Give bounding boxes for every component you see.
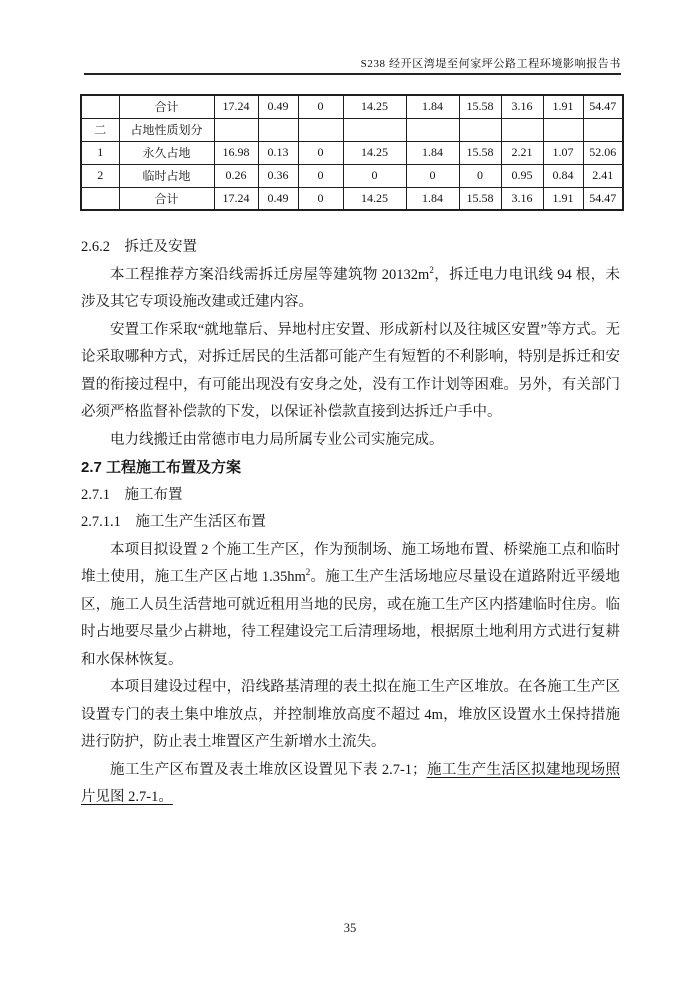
text-segment: 。施工生产生活场地应尽量设在道路附近平缓地区，施工人员生活营地可就近租用当地的民房，或在施工生产区内搭建临时住房。临时占地要尽量少占耕地，待工程建设完工后清理场地，根据原土地利用方式进行复耕和水保林恢复。 bbox=[81, 569, 620, 668]
value-cell: 0.95 bbox=[501, 164, 543, 187]
land-use-table bbox=[80, 94, 624, 211]
value-cell: 0 bbox=[459, 164, 501, 187]
row-index-cell: 2 bbox=[81, 164, 119, 187]
value-cell: 0.26 bbox=[214, 164, 258, 187]
table-row bbox=[81, 164, 623, 187]
text-segment: 本项目拟设置 2 个施工生产区，作为预制场、施工场地布置、桥梁施工点和临时堆土使用，施工生产区占地 1.35hm bbox=[81, 541, 620, 585]
value-cell: 15.58 bbox=[459, 95, 501, 118]
superscript: 2 bbox=[429, 264, 434, 275]
value-cell bbox=[543, 118, 583, 141]
category-cell: 占地性质划分 bbox=[119, 118, 214, 141]
text-segment: 施工生产区布置及表土堆放区设置见下表 2.7-1； bbox=[110, 761, 427, 778]
row-index-cell: 1 bbox=[81, 141, 119, 164]
value-cell bbox=[258, 118, 298, 141]
value-cell: 16.98 bbox=[214, 141, 258, 164]
text-segment: ，拆迁电力电讯线 94 根，未涉及其它专项设施改建或迁建内容。 bbox=[81, 266, 621, 310]
value-cell: 1.84 bbox=[406, 187, 459, 210]
underlined-reference: 施工生产生活区拟建地现场照片见图 2.7-1。 bbox=[81, 761, 621, 805]
value-cell: 0.49 bbox=[258, 187, 298, 210]
value-cell bbox=[583, 118, 623, 141]
row-index-cell bbox=[81, 187, 119, 210]
row-index-cell bbox=[81, 95, 119, 118]
paragraph-resettlement: 安置工作采取“就地靠后、异地村庄安置、形成新村以及往城区安置”等方式。无论采取哪种方式，对拆迁居民的生活都可能产生有短暂的不利影响，特别是拆迁和安置的衔接过程中，有可能出现没有安身之处，没有工作计划等困难。另外，有关部门必须严格监督补偿款的下发，以保证补偿款直接到达拆迁户手中。 bbox=[81, 321, 620, 420]
value-cell: 14.25 bbox=[343, 95, 406, 118]
value-cell: 17.24 bbox=[214, 187, 258, 210]
paragraph-powerline: 电力线搬迁由常德市电力局所属专业公司实施完成。 bbox=[110, 431, 444, 448]
value-cell: 0.13 bbox=[258, 141, 298, 164]
value-cell: 54.47 bbox=[583, 95, 623, 118]
value-cell: 0 bbox=[298, 164, 343, 187]
category-cell: 合计 bbox=[119, 187, 214, 210]
category-cell: 合计 bbox=[119, 95, 214, 118]
paragraph-reference bbox=[81, 757, 620, 812]
value-cell bbox=[406, 118, 459, 141]
table-row bbox=[81, 118, 623, 141]
value-cell: 3.16 bbox=[501, 187, 543, 210]
value-cell bbox=[298, 118, 343, 141]
category-cell: 永久占地 bbox=[119, 141, 214, 164]
value-cell bbox=[459, 118, 501, 141]
category-cell: 临时占地 bbox=[119, 164, 214, 187]
heading-2-6-2: 2.6.2 拆迁及安置 bbox=[81, 239, 197, 255]
paragraph-demolition bbox=[81, 262, 620, 317]
value-cell: 15.58 bbox=[459, 141, 501, 164]
value-cell: 0 bbox=[343, 164, 406, 187]
value-cell: 0 bbox=[298, 141, 343, 164]
value-cell: 14.25 bbox=[343, 141, 406, 164]
value-cell: 52.06 bbox=[583, 141, 623, 164]
document-body bbox=[81, 218, 620, 812]
heading-2-7-1: 2.7.1 施工布置 bbox=[81, 486, 183, 503]
table-row bbox=[81, 141, 623, 164]
table-row bbox=[81, 95, 623, 118]
value-cell: 0 bbox=[298, 95, 343, 118]
value-cell: 15.58 bbox=[459, 187, 501, 210]
value-cell: 54.47 bbox=[583, 187, 623, 210]
table-row bbox=[81, 187, 623, 210]
heading-2-7: 2.7 工程施工布置及方案 bbox=[81, 459, 242, 476]
value-cell bbox=[214, 118, 258, 141]
page-number: 35 bbox=[343, 921, 357, 935]
value-cell: 14.25 bbox=[343, 187, 406, 210]
value-cell: 3.16 bbox=[501, 95, 543, 118]
value-cell: 1.84 bbox=[406, 141, 459, 164]
row-index-cell: 二 bbox=[81, 118, 119, 141]
value-cell: 0 bbox=[406, 164, 459, 187]
value-cell: 0 bbox=[298, 187, 343, 210]
value-cell bbox=[343, 118, 406, 141]
value-cell: 1.07 bbox=[543, 141, 583, 164]
value-cell: 1.84 bbox=[406, 95, 459, 118]
paragraph-production-area bbox=[81, 537, 620, 675]
value-cell: 2.21 bbox=[501, 141, 543, 164]
value-cell: 17.24 bbox=[214, 95, 258, 118]
text-segment: 本工程推荐方案沿线需拆迁房屋等建筑物 20132m bbox=[110, 266, 430, 283]
header-title: S238 经开区湾堤至何家坪公路工程环境影响报告书 bbox=[360, 58, 621, 70]
header-rule bbox=[84, 73, 621, 75]
heading-2-7-1-1: 2.7.1.1 施工生产生活区布置 bbox=[81, 514, 266, 530]
value-cell: 0.84 bbox=[543, 164, 583, 187]
superscript: 2 bbox=[305, 567, 311, 578]
paragraph-topsoil: 本项目建设过程中，沿线路基清理的表土拟在施工生产区堆放。在各施工生产区设置专门的表土集中堆放点，并控制堆放高度不超过 4m，堆放区设置水土保持措施进行防护，防止表土堆置区产生新增水土流失。 bbox=[81, 679, 620, 750]
value-cell: 1.91 bbox=[543, 95, 583, 118]
value-cell: 0.49 bbox=[258, 95, 298, 118]
value-cell bbox=[501, 118, 543, 141]
value-cell: 2.41 bbox=[583, 164, 623, 187]
value-cell: 1.91 bbox=[543, 187, 583, 210]
value-cell: 0.36 bbox=[258, 164, 298, 187]
